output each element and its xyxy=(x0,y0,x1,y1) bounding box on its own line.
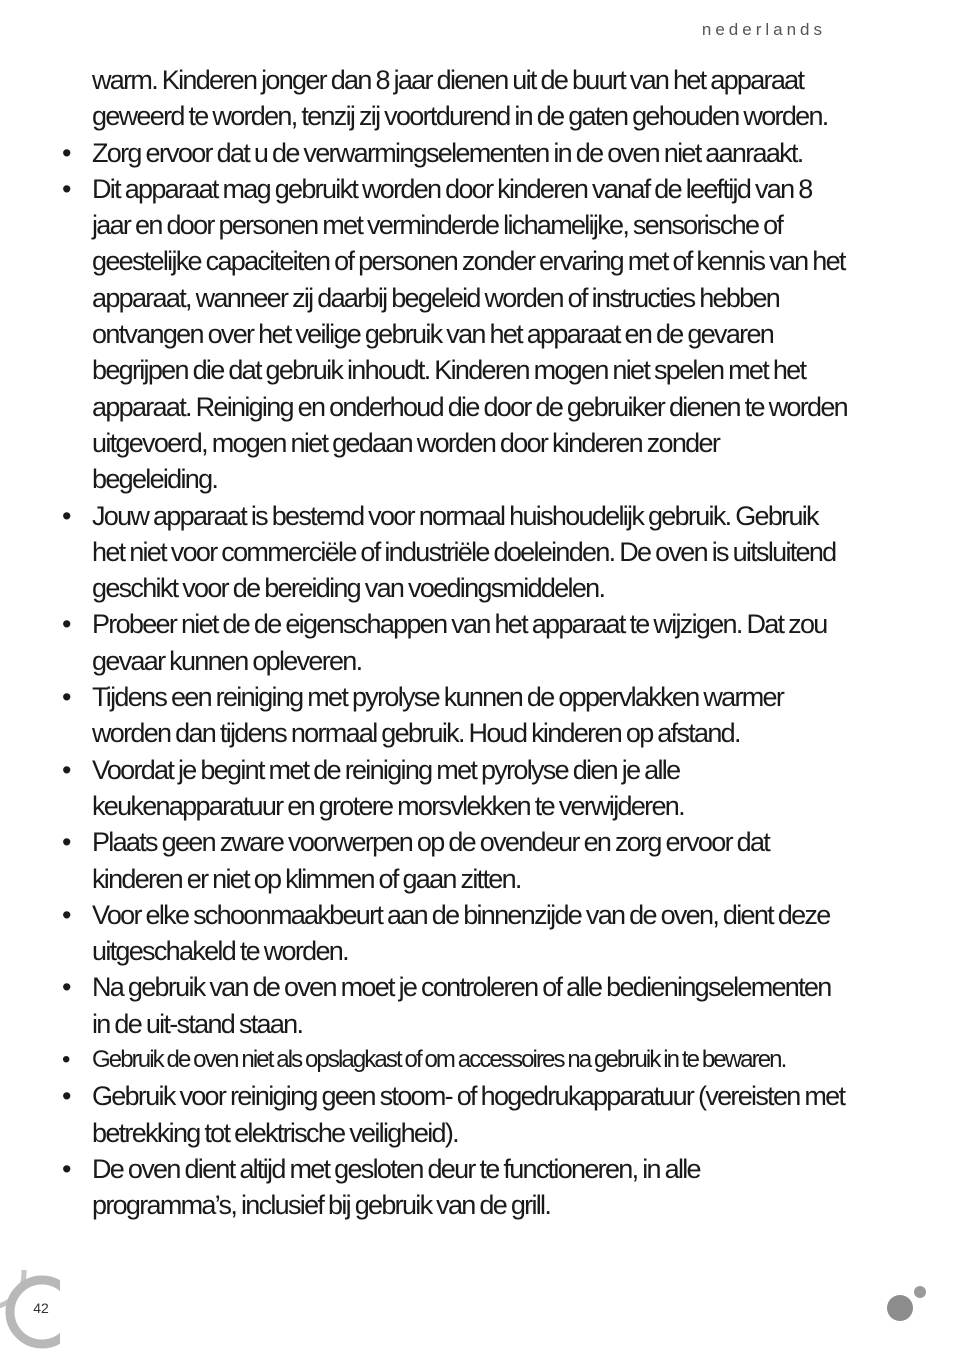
language-header: nederlands xyxy=(701,20,826,39)
continuation-paragraph: warm. Kinderen jonger dan 8 jaar dienen uit de buurt van het apparaat geweerd te worden, tenzij zij voortdurend in de gaten gehouden worden. xyxy=(92,65,828,132)
bullet-item: • De oven dient altijd met gesloten deur te functioneren, in alle programma’s, inclusief bij gebruik van de grill. xyxy=(58,1151,848,1224)
bullet-item: • Gebruik de oven niet als opslagkast of om accessoires na gebruik in te bewaren. xyxy=(58,1042,848,1078)
bullet-item: • Dit apparaat mag gebruikt worden door kinderen vanaf de leeftijd van 8 jaar en door personen met verminderde lichamelijke, sensorische of geestelijke capaciteiten of personen zonder ervaring met of kennis van het apparaat, wanneer zij daarbij begeleid worden of instructies hebben ontvangen over het veilige gebruik van het apparaat en de gevaren begrijpen die dat gebruik inhoudt. Kinderen mogen niet spelen met het apparaat. Reiniging en onderhoud die door de gebruiker dienen te worden uitgevoerd, mogen niet gedaan worden door kinderen zonder begeleiding. xyxy=(58,171,848,498)
page-number: 42 xyxy=(33,1300,49,1316)
bullet-item: • Zorg ervoor dat u de verwarmingselementen in de oven niet aanraakt. xyxy=(58,135,848,171)
safety-instructions-list xyxy=(58,62,848,1224)
bullet-item: • Voordat je begint met de reiniging met pyrolyse dien je alle keukenapparatuur en grotere morsvlekken te verwijderen. xyxy=(58,752,848,825)
bullet-item: • Na gebruik van de oven moet je controleren of alle bedieningselementen in de uit-stand staan. xyxy=(58,969,848,1042)
bullet-item: • Tijdens een reiniging met pyrolyse kunnen de oppervlakken warmer worden dan tijdens normaal gebruik. Houd kinderen op afstand. xyxy=(58,679,848,752)
page-number-circle-icon xyxy=(0,1270,60,1370)
bullet-item: • Jouw apparaat is bestemd voor normaal huishoudelijk gebruik. Gebruik het niet voor commerciële of industriële doeleinden. De oven is uitsluitend geschikt voor de bereiding van voedingsmiddelen. xyxy=(58,498,848,607)
decorative-dots-icon xyxy=(882,1282,930,1330)
bullet-item: • Voor elke schoonmaakbeurt aan de binnenzijde van de oven, dient deze uitgeschakeld te worden. xyxy=(58,897,848,970)
bullet-item: • Gebruik voor reiniging geen stoom- of hogedrukapparatuur (vereisten met betrekking tot elektrische veiligheid). xyxy=(58,1078,848,1151)
bullet-item: • Plaats geen zware voorwerpen op de ovendeur en zorg ervoor dat kinderen er niet op klimmen of gaan zitten. xyxy=(58,824,848,897)
large-dot xyxy=(887,1295,913,1321)
small-dot xyxy=(914,1286,926,1298)
bullet-item: • Probeer niet de de eigenschappen van het apparaat te wijzigen. Dat zou gevaar kunnen opleveren. xyxy=(58,606,848,679)
